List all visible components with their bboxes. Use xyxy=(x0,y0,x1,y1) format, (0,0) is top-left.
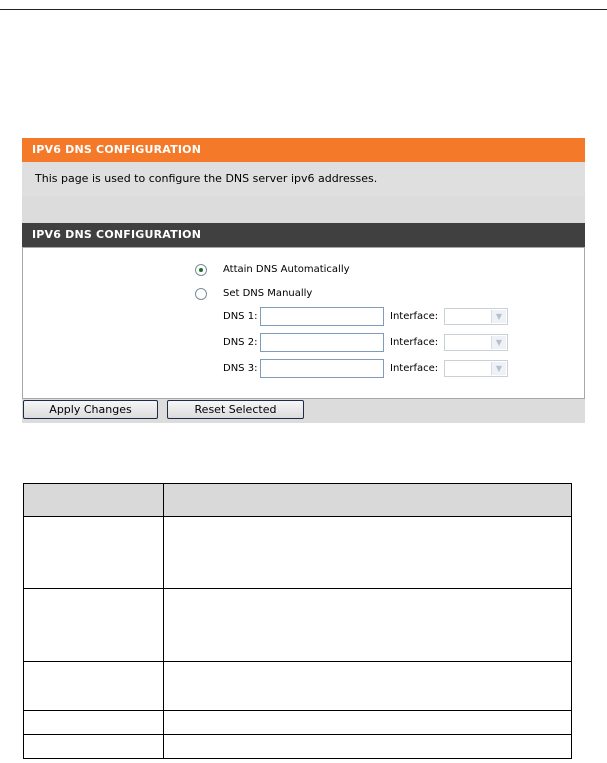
table-header-cell xyxy=(164,484,572,517)
page-header-bar: IPV6 DNS CONFIGURATION xyxy=(22,138,585,162)
attain-dns-automatically-label: Attain DNS Automatically xyxy=(223,264,350,275)
table-row xyxy=(24,735,572,759)
dns1-interface-label: Interface: xyxy=(390,311,439,322)
table-cell xyxy=(24,589,164,662)
description-table xyxy=(23,483,572,759)
set-dns-manually-radio[interactable] xyxy=(195,288,207,300)
dns2-input[interactable] xyxy=(260,333,384,352)
dns2-interface-label: Interface: xyxy=(390,337,439,348)
section-header-bar: IPV6 DNS CONFIGURATION xyxy=(22,223,585,247)
dns1-interface-select[interactable] xyxy=(444,308,508,325)
dns1-input[interactable] xyxy=(260,307,384,326)
table-row xyxy=(24,517,572,589)
table-cell xyxy=(164,589,572,662)
dns3-input[interactable] xyxy=(260,359,384,378)
set-dns-manually-label: Set DNS Manually xyxy=(223,288,313,299)
table-cell xyxy=(164,517,572,589)
page-description: This page is used to configure the DNS server ipv6 addresses. xyxy=(22,162,585,196)
apply-changes-button[interactable]: Apply Changes xyxy=(23,400,158,419)
dns3-interface-select[interactable] xyxy=(444,360,508,377)
table-cell xyxy=(24,711,164,735)
page-header-rule xyxy=(0,9,607,10)
chevron-down-icon: ▼ xyxy=(491,362,506,375)
table-cell xyxy=(164,735,572,759)
table-row xyxy=(24,589,572,662)
table-cell xyxy=(164,711,572,735)
table-row xyxy=(24,711,572,735)
dns2-label: DNS 2: xyxy=(223,337,258,348)
reset-selected-button[interactable]: Reset Selected xyxy=(167,400,304,419)
table-header-row xyxy=(24,484,572,517)
table-cell xyxy=(24,517,164,589)
chevron-down-icon: ▼ xyxy=(491,336,506,349)
table-cell xyxy=(24,735,164,759)
dns3-label: DNS 3: xyxy=(223,363,258,374)
dns1-label: DNS 1: xyxy=(223,311,258,322)
table-cell xyxy=(24,662,164,711)
ipv6-dns-config-panel xyxy=(22,138,585,423)
table-header-cell xyxy=(24,484,164,517)
table-row xyxy=(24,662,572,711)
attain-dns-automatically-radio[interactable] xyxy=(195,264,207,276)
dns-form xyxy=(22,247,585,399)
table-cell xyxy=(164,662,572,711)
dns3-interface-label: Interface: xyxy=(390,363,439,374)
chevron-down-icon: ▼ xyxy=(491,310,506,323)
dns2-interface-select[interactable] xyxy=(444,334,508,351)
